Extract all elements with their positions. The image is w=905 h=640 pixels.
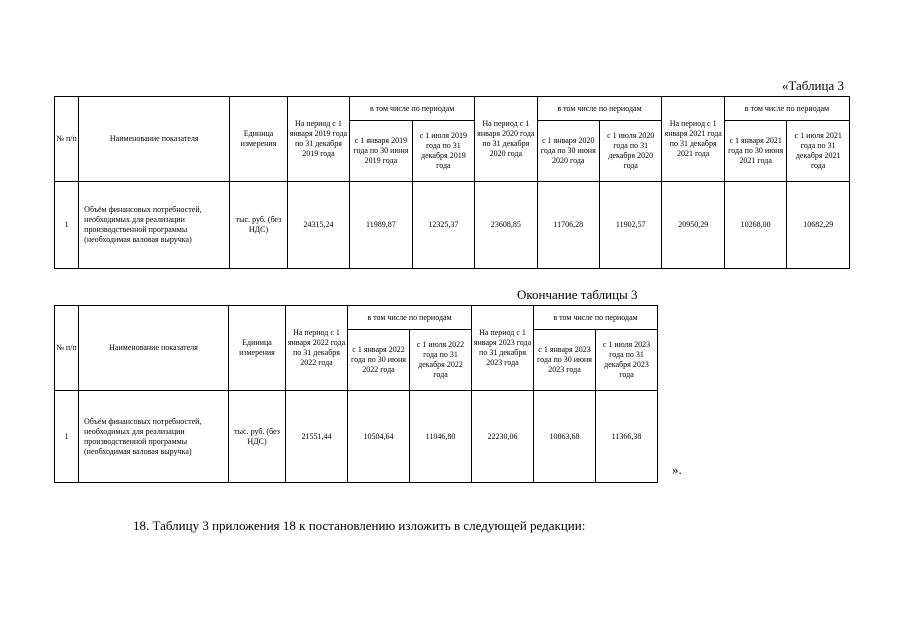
header-period: На период с 1 января 2022 года по 31 декабря 2022 года (286, 306, 348, 391)
header-period: На период с 1 января 2020 года по 31 декабря 2020 года (475, 97, 537, 182)
row-value: 10863,68 (534, 391, 596, 483)
table1 (54, 96, 850, 269)
row-num: 1 (55, 391, 79, 483)
row-value: 20950,29 (662, 182, 724, 269)
header-name: Наименование показателя (79, 306, 229, 391)
header-incl: в том числе по периодам (348, 306, 472, 330)
row-name: Объём финансовых потребностей, необходимых для реализации производственной программы (необходимая валовая выручка) (79, 182, 230, 269)
header-period: На период с 1 января 2019 года по 31 декабря 2019 года (287, 97, 349, 182)
table1-caption: «Таблица 3 (781, 78, 844, 93)
row-name: Объём финансовых потребностей, необходимых для реализации производственной программы (необходимая валовая выручка) (79, 391, 229, 483)
header-subperiod: с 1 июля 2020 года по 31 декабря 2020 года (600, 121, 662, 182)
header-subperiod: с 1 января 2022 года по 30 июня 2022 года (348, 330, 410, 391)
row-value: 11902,57 (600, 182, 662, 269)
table-row (55, 391, 658, 483)
header-period: На период с 1 января 2023 года по 31 декабря 2023 года (472, 306, 534, 391)
header-num: № п/п (55, 97, 79, 182)
header-incl: в том числе по периодам (724, 97, 849, 121)
row-value: 10682,29 (787, 182, 850, 269)
row-value: 11366,38 (596, 391, 658, 483)
header-period: На период с 1 января 2021 года по 31 декабря 2021 года (662, 97, 724, 182)
row-unit: тыс. руб. (без НДС) (229, 391, 286, 483)
row-value: 21551,44 (286, 391, 348, 483)
row-value: 11989,87 (350, 182, 412, 269)
header-subperiod: с 1 января 2019 года по 30 июня 2019 года (350, 121, 412, 182)
row-value: 11706,28 (537, 182, 599, 269)
table2-caption: Окончание таблицы 3 (517, 287, 638, 302)
header-subperiod: с 1 июля 2021 года по 31 декабря 2021 года (787, 121, 850, 182)
header-incl: в том числе по периодам (534, 306, 658, 330)
row-value: 10504,64 (348, 391, 410, 483)
amendment-paragraph: 18. Таблицу 3 приложения 18 к постановлению изложить в следующей редакции: (133, 518, 586, 533)
row-value: 24315,24 (287, 182, 349, 269)
table2 (54, 305, 658, 483)
row-value: 11046,80 (410, 391, 472, 483)
header-unit: Единица измерения (230, 97, 287, 182)
row-value: 12325,37 (412, 182, 474, 269)
header-subperiod: с 1 января 2021 года по 30 июня 2021 года (724, 121, 786, 182)
row-value: 23608,85 (475, 182, 537, 269)
header-incl: в том числе по периодам (350, 97, 475, 121)
table-row (55, 182, 850, 269)
row-value: 10268,00 (724, 182, 786, 269)
closing-quote: ». (672, 462, 682, 477)
row-value: 22230,06 (472, 391, 534, 483)
header-unit: Единица измерения (229, 306, 286, 391)
header-subperiod: с 1 июля 2023 года по 31 декабря 2023 года (596, 330, 658, 391)
header-subperiod: с 1 июля 2019 года по 31 декабря 2019 года (412, 121, 474, 182)
header-name: Наименование показателя (79, 97, 230, 182)
header-num: № п/п (55, 306, 79, 391)
header-subperiod: с 1 января 2023 года по 30 июня 2023 года (534, 330, 596, 391)
header-subperiod: с 1 июля 2022 года по 31 декабря 2022 года (410, 330, 472, 391)
header-incl: в том числе по периодам (537, 97, 662, 121)
row-unit: тыс. руб. (без НДС) (230, 182, 287, 269)
row-num: 1 (55, 182, 79, 269)
header-subperiod: с 1 января 2020 года по 30 июня 2020 года (537, 121, 599, 182)
